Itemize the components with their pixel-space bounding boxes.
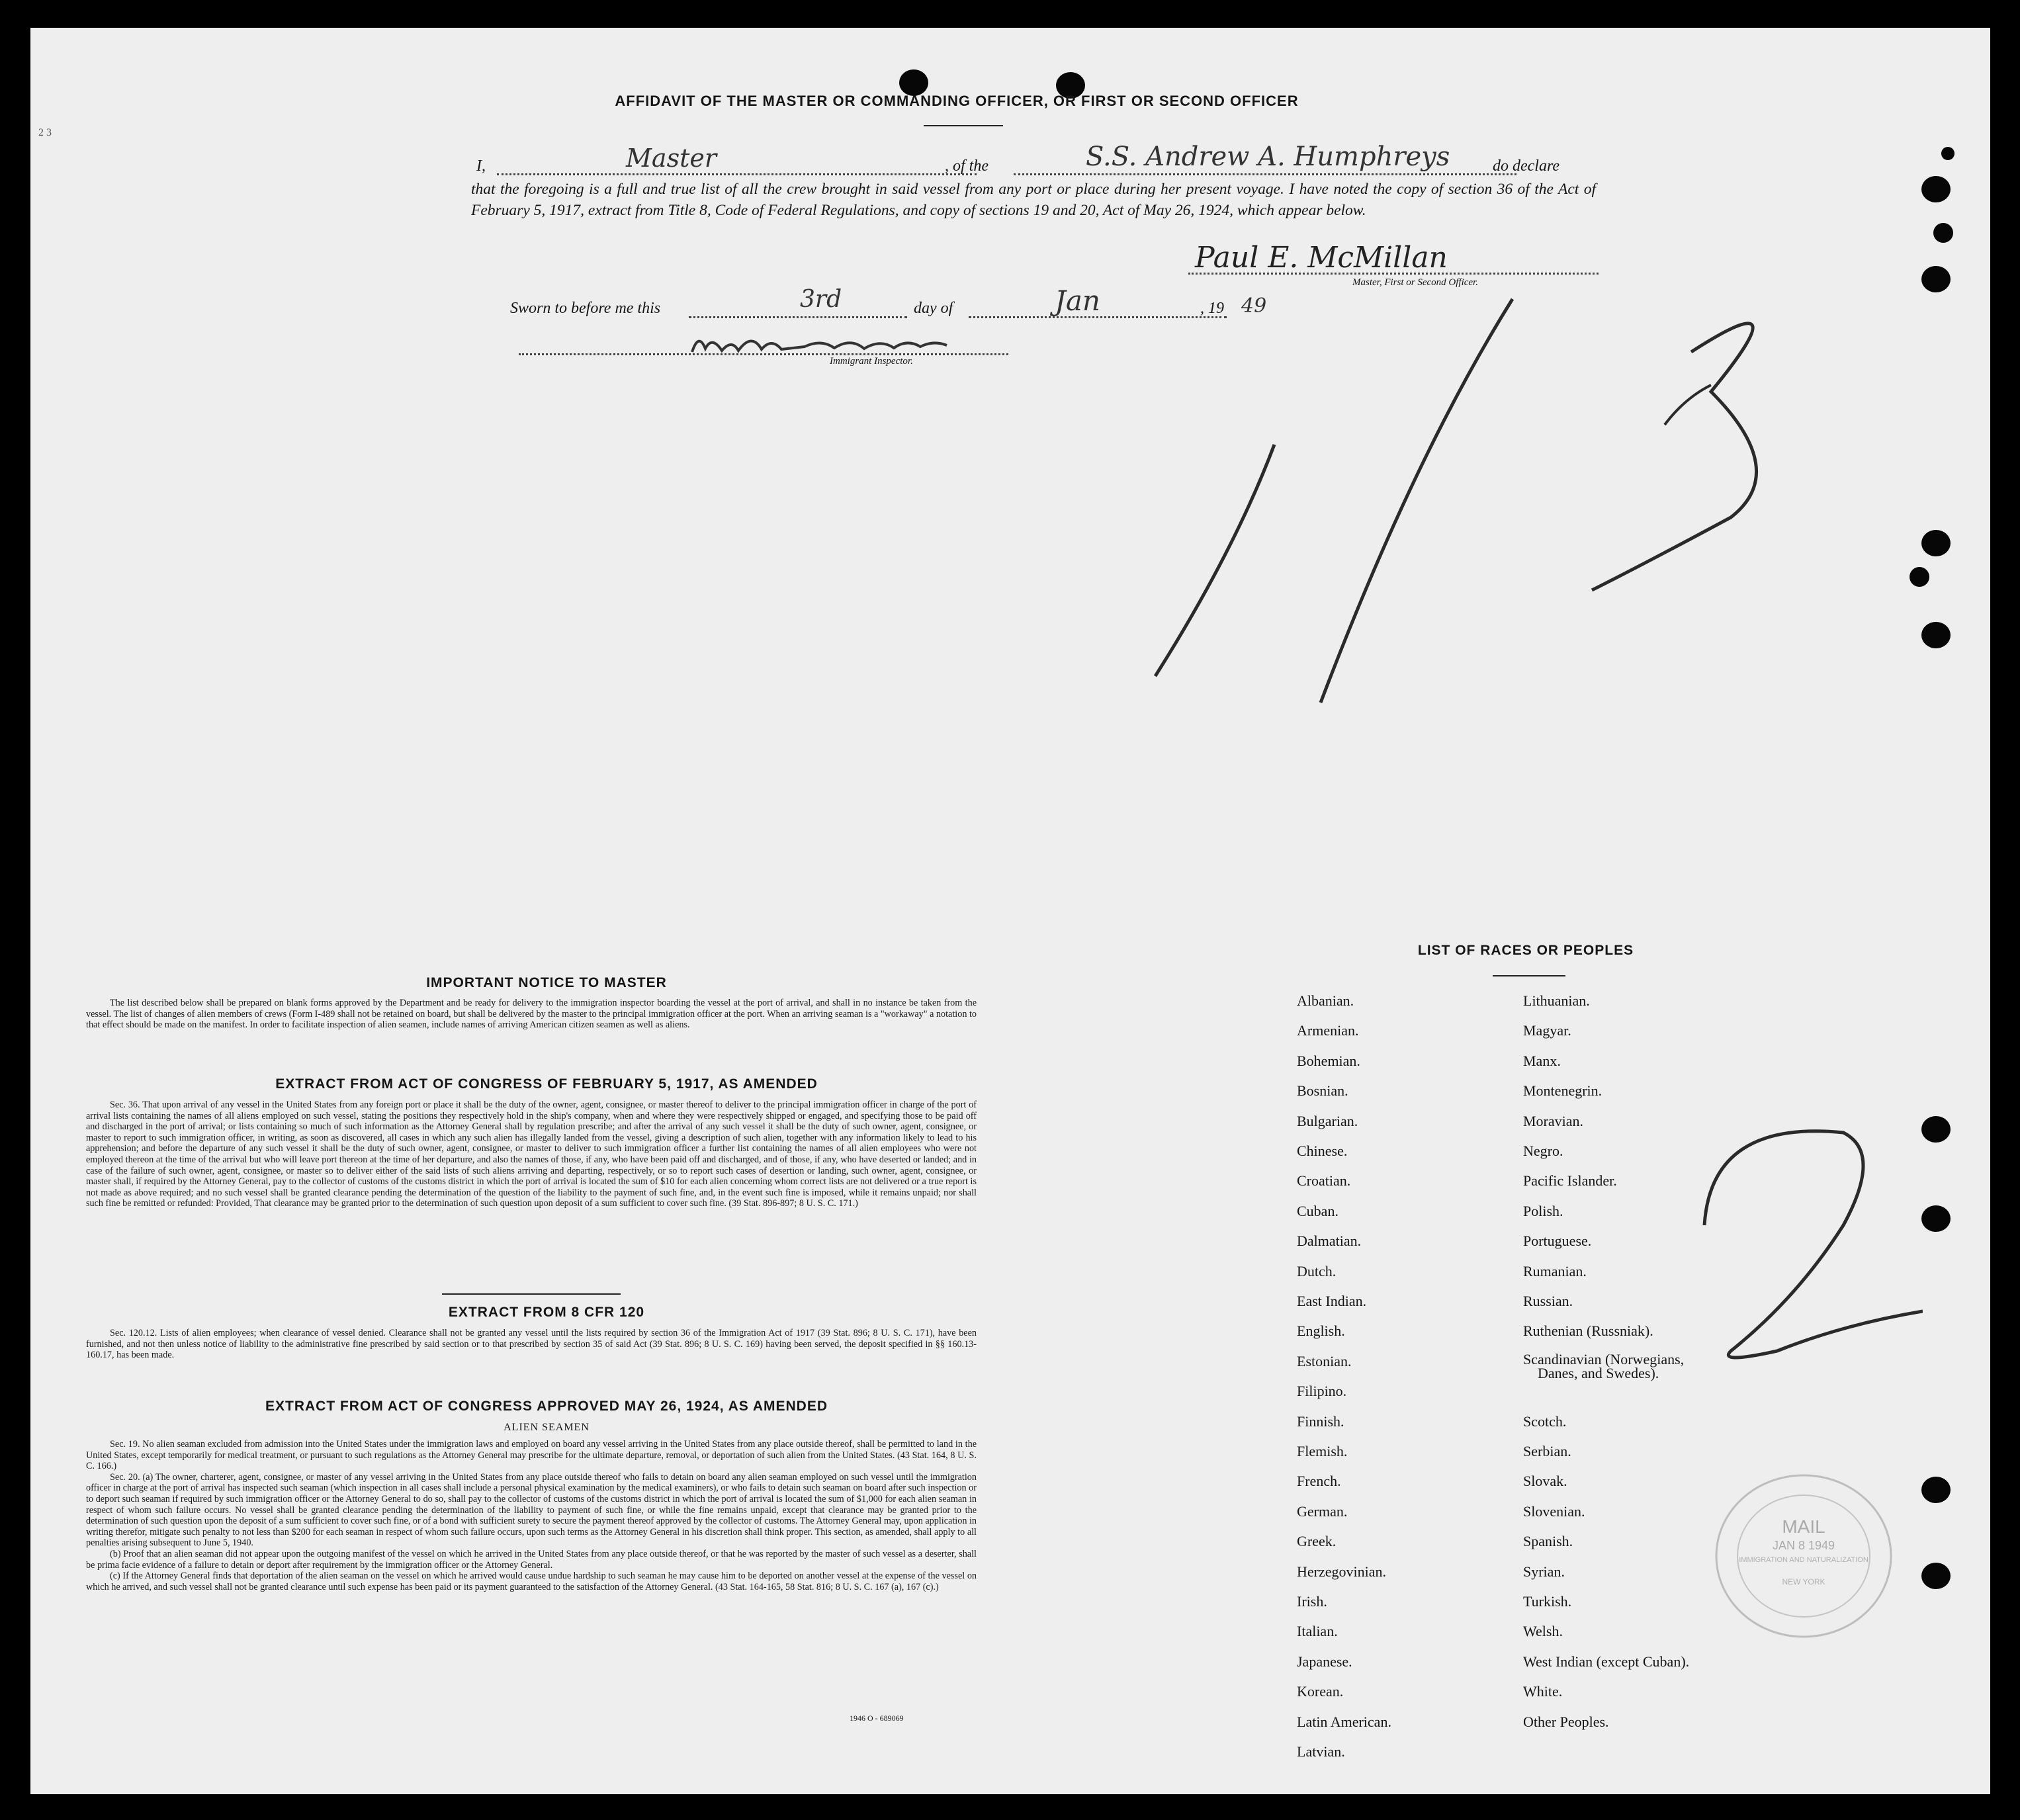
signature-caption: Master, First or Second Officer. (1352, 277, 1478, 288)
sec-20a-paragraph: Sec. 20. (a) The owner, charterer, agent, consignee, or master of any vessel arriving in the United States from any place outside thereof who fails to detain on board any alien seaman employed on such vessel until the immigration officer in charge at the port of arrival has inspected such seaman (which inspection in all cases shall include a personal physical examination by the medical examiners), or who fails to detain such seaman on board after such inspection or to deport such seaman if required by such immigration officer or the Attorney General to do so, shall pay to the collector of customs of the customs district in which the port of arrival is located the sum of $1,000 for each alien seaman in respect of whom such failure occurs. No vessel shall be granted clearance pending the determination of the liability to payment of such fine, or while the fine remains unpaid, except that clearance may be granted prior to the determination of such question upon the deposit of a sum sufficient to cover such fine, or of a bond with sufficient surety to secure the payment thereof approved by the collector of customs. The Attorney General may, upon application in writing therefor, mitigate such penalty to not less than $200 for each seaman in respect of whom such failure occurs, upon such terms as the Attorney General in his discretion shall think proper. This section, as amended, shall apply to all penalties arising subsequent to June 5, 1940. (86, 1471, 977, 1549)
vessel-field (1014, 173, 1516, 175)
extract-1924-text (86, 1439, 977, 1592)
extract-1924-title: EXTRACT FROM ACT OF CONGRESS APPROVED MAY 26, 1924, AS AMENDED (265, 1399, 828, 1414)
notice-title: IMPORTANT NOTICE TO MASTER (426, 975, 667, 990)
affidavit-title: AFFIDAVIT OF THE MASTER OR COMMANDING OFFICER, OR FIRST OR SECOND OFFICER (615, 93, 1299, 109)
race-item: Finnish. (1297, 1412, 1344, 1430)
race-item: Magyar. (1523, 1022, 1571, 1039)
race-item: Manx. (1523, 1052, 1561, 1069)
race-item: Croatian. (1297, 1172, 1351, 1190)
race-item: White. (1523, 1683, 1563, 1700)
race-item: Scandinavian (Norwegians, (1523, 1351, 1685, 1367)
punch-hole (1921, 266, 1951, 292)
punch-hole (1910, 567, 1929, 587)
title-rule (924, 125, 1003, 126)
declare-label: do declare (1493, 157, 1560, 175)
race-item: Scotch. (1523, 1412, 1567, 1430)
punch-hole (1921, 622, 1951, 648)
race-item: Spanish. (1523, 1533, 1573, 1550)
year-prefix: , 19 (1200, 300, 1224, 317)
mail-stamp (1711, 1470, 1896, 1642)
race-item: Korean. (1297, 1683, 1344, 1700)
race-item: Ruthenian (Russniak). (1523, 1322, 1653, 1340)
race-item: Bulgarian. (1297, 1112, 1358, 1129)
race-item: Latvian. (1297, 1743, 1345, 1760)
race-item: Albanian. (1297, 992, 1354, 1009)
big-number-annotation (1116, 273, 1843, 709)
stamp-line1: MAIL (1782, 1516, 1825, 1537)
punch-hole (1941, 147, 1954, 160)
punch-hole (1933, 223, 1953, 243)
margin-mark: 2 3 (38, 127, 52, 138)
punch-hole (1921, 1116, 1951, 1143)
extract-1917-title: EXTRACT FROM ACT OF CONGRESS OF FEBRUARY 5, 1917, AS AMENDED (275, 1076, 818, 1092)
punch-hole (1921, 530, 1951, 556)
officer-field (497, 173, 977, 175)
signer-handwritten: Paul E. McMillan (1195, 241, 1448, 275)
race-item: Bohemian. (1297, 1052, 1360, 1069)
year-handwritten: 49 (1241, 294, 1267, 318)
of-the-label: , of the (945, 157, 988, 175)
small-number-annotation (1645, 1093, 1923, 1377)
sec-20b-paragraph: (b) Proof that an alien seaman did not appear upon the outgoing manifest of the vessel on which he arrived in the United States from any place outside thereof, or that he was reported by the master of such vessel as a deserter, shall be prima facie evidence of a failure to detain or deport after requirement by the immigration officer or the Attorney General. (86, 1548, 977, 1571)
document-page (30, 28, 1990, 1794)
day-field (689, 316, 907, 318)
race-item: Lithuanian. (1523, 992, 1590, 1009)
sworn-label: Sworn to before me this (510, 300, 661, 317)
punch-hole (1921, 1205, 1951, 1232)
race-item: Pacific Islander. (1523, 1172, 1617, 1190)
race-item: Armenian. (1297, 1022, 1359, 1039)
notice-text (86, 998, 977, 1031)
race-item: Herzegovinian. (1297, 1563, 1386, 1580)
affidavit-body: that the foregoing is a full and true list of all the crew brought in said vessel from any port or place during her present voyage. I have noted the copy of section 36 of the Act of February 5, 1917, extract from Title 8, Code of Federal Regulations, and copy of sections 19 and 20, Act of May 26, 1924, which appear below. (471, 181, 1596, 219)
race-item: German. (1297, 1502, 1348, 1520)
punch-hole (1921, 1563, 1951, 1589)
officer-handwritten: Master (626, 144, 717, 173)
i-label: I, (476, 157, 486, 175)
race-item: English. (1297, 1322, 1345, 1340)
print-code: 1946 O - 689069 (850, 1713, 904, 1723)
race-item: Estonian. (1297, 1352, 1352, 1369)
race-item: Moravian. (1523, 1112, 1584, 1129)
extract-1917-paragraph: Sec. 36. That upon arrival of any vessel in the United States from any foreign port or place it shall be the duty of the owner, agent, consignee, or master thereof to deliver to the principal immigration officer in charge of the port of arrival lists containing the names of all aliens employed on such vessel, stating the positions they respectively hold in the ship's company, when and where they were respectively shipped or engaged, and specifying those to be paid off and discharged in the port of arrival; or lists containing so much of such information as the Attorney General shall by regulation prescribe; and after the arrival of any such vessel it shall be the duty of such owner, agent, consignee, or master to report to such immigration officer, in writing, as soon as discovered, all cases in which any such alien has illegally landed from the vessel, giving a description of such alien, together with any information likely to lead to his apprehension; and before the departure of any such vessel it shall be the duty of such owner, agent, consignee, or master to deliver to such immigration officer a further list containing the names of all alien employees who were not employed thereon at the time of the arrival but who will leave port thereon at the time of her departure, and also the names of those, if any, who have been paid off and discharged, and of those, if any, who have deserted or landed; and in case of the failure of such owner, agent, consignee, or master so to deliver either of the said lists of such aliens arriving and departing, respectively, or so to report such cases of desertion or landing, such owner, agent, consignee, or master shall, if required by the Attorney General, pay to the collector of customs of the customs district in which the port of arrival is located the sum of $10 for each alien concerning whom correct lists are not delivered or a true report is not made as above required; and no such vessel shall be granted clearance pending the determination of the question of the liability to the payment of such fine, and, in the event such fine is imposed, while it remains unpaid; nor shall such fine be remitted or refunded: Provided, That clearance may be granted prior to the determination of such question upon deposit of a sum sufficient to cover such fine. (39 Stat. 896-897; 8 U. S. C. 171.) (86, 1100, 977, 1209)
race-item: Filipino. (1297, 1383, 1347, 1400)
inspector-caption: Immigrant Inspector. (830, 356, 913, 367)
race-item: Polish. (1523, 1202, 1563, 1219)
race-item: Flemish. (1297, 1443, 1348, 1459)
sec-20c-paragraph: (c) If the Attorney General finds that deportation of the alien seaman on the vessel on which he arrived would cause undue hardship to such seaman he may cause him to be deported on another vessel at the expense of the vessel on which he arrived, and such vessel shall not be granted clearance until such expense has been paid or its payment guaranteed to the satisfaction of the Attorney General. (43 Stat. 164-165, 58 Stat. 816; 8 U. S. C. 167 (a), 167 (c).) (86, 1571, 977, 1592)
punch-hole (1921, 176, 1951, 202)
race-item: Welsh. (1523, 1623, 1563, 1640)
race-item: Negro. (1523, 1143, 1563, 1159)
race-item: Portuguese. (1523, 1233, 1592, 1250)
stamp-line2: JAN 8 1949 (1772, 1539, 1835, 1552)
race-item: French. (1297, 1473, 1341, 1490)
race-item: Bosnian. (1297, 1082, 1348, 1100)
race-item: Turkish. (1523, 1593, 1572, 1610)
race-item: Chinese. (1297, 1143, 1348, 1159)
extract-cfr-paragraph: Sec. 120.12. Lists of alien employees; when clearance of vessel denied. Clearance shall not be granted any vessel until the lists required by section 36 of the Immigration Act of 1917 (39 Stat. 896; 8 U. S. C. 171), have been furnished, and not then unless notice of liability to the administrative fine prescribed by said section or to that prescribed by section 35 of said Act (39 Stat. 896; 8 U. S. C. 169) having been served, the deposit specified in §§ 160.13-160.17, has been made. (86, 1328, 977, 1361)
stamp-line3: IMMIGRATION AND NATURALIZATION (1739, 1556, 1868, 1564)
race-item: West Indian (except Cuban). (1523, 1653, 1690, 1670)
race-item: Japanese. (1297, 1653, 1352, 1670)
sworn-day-handwritten: 3rd (800, 286, 842, 313)
race-item: Montenegrin. (1523, 1082, 1603, 1100)
vessel-handwritten: S.S. Andrew A. Humphreys (1086, 142, 1450, 172)
race-item: Syrian. (1523, 1563, 1565, 1580)
race-item: Irish. (1297, 1593, 1327, 1610)
race-item: Dutch. (1297, 1262, 1337, 1279)
extract-cfr-text (86, 1328, 977, 1361)
race-item: Italian. (1297, 1623, 1338, 1640)
races-title: LIST OF RACES OR PEOPLES (1417, 943, 1634, 958)
race-item: Russian. (1523, 1293, 1573, 1309)
race-item: East Indian. (1297, 1293, 1367, 1309)
section-rule (442, 1293, 621, 1295)
sworn-month-handwritten: Jan (1055, 284, 1100, 317)
extract-1924-subtitle: ALIEN SEAMEN (504, 1422, 590, 1433)
race-item: Serbian. (1523, 1443, 1571, 1459)
extract-1917-text (86, 1100, 977, 1209)
stamp-line4: NEW YORK (1782, 1577, 1825, 1586)
punch-hole (899, 69, 928, 96)
notice-paragraph: The list described below shall be prepared on blank forms approved by the Department and be ready for delivery to the immigration inspector boarding the vessel at the port of arrival, and shall in no instance be taken from the vessel. The list of changes of alien members of crews (Form I-489 shall not be retained on board, but shall be delivered by the master to the principal immigration officer at the port. When an arriving seaman is a "workaway" a notation to that effect should be made on the manifest. In order to facilitate inspection of alien seamen, include names of arriving American citizen seamen as well as aliens. (86, 998, 977, 1031)
races-rule (1493, 975, 1565, 976)
race-item: Latin American. (1297, 1713, 1391, 1730)
day-of-label: day of (914, 300, 953, 317)
race-item: Other Peoples. (1523, 1713, 1609, 1730)
sec-19-paragraph: Sec. 19. No alien seaman excluded from admission into the United States under the immigration laws and employed on board any vessel arriving in the United States from any place outside thereof, shall be permitted to land in the United States, except temporarily for medical treatment, or pursuant to such regulations as the Attorney General may prescribe for the ultimate departure, removal, or deportation of such alien from the United States. (43 Stat. 164, 8 U. S. C. 166.) (86, 1439, 977, 1472)
race-item: Dalmatian. (1297, 1233, 1362, 1250)
race-item: Slovak. (1523, 1473, 1567, 1490)
race-item: Rumanian. (1523, 1262, 1587, 1279)
race-item: Cuban. (1297, 1202, 1339, 1219)
race-item: Danes, and Swedes). (1538, 1365, 1659, 1381)
race-item: Slovenian. (1523, 1502, 1585, 1520)
extract-cfr-title: EXTRACT FROM 8 CFR 120 (448, 1305, 645, 1320)
punch-hole (1921, 1477, 1951, 1503)
race-item: Greek. (1297, 1533, 1337, 1550)
